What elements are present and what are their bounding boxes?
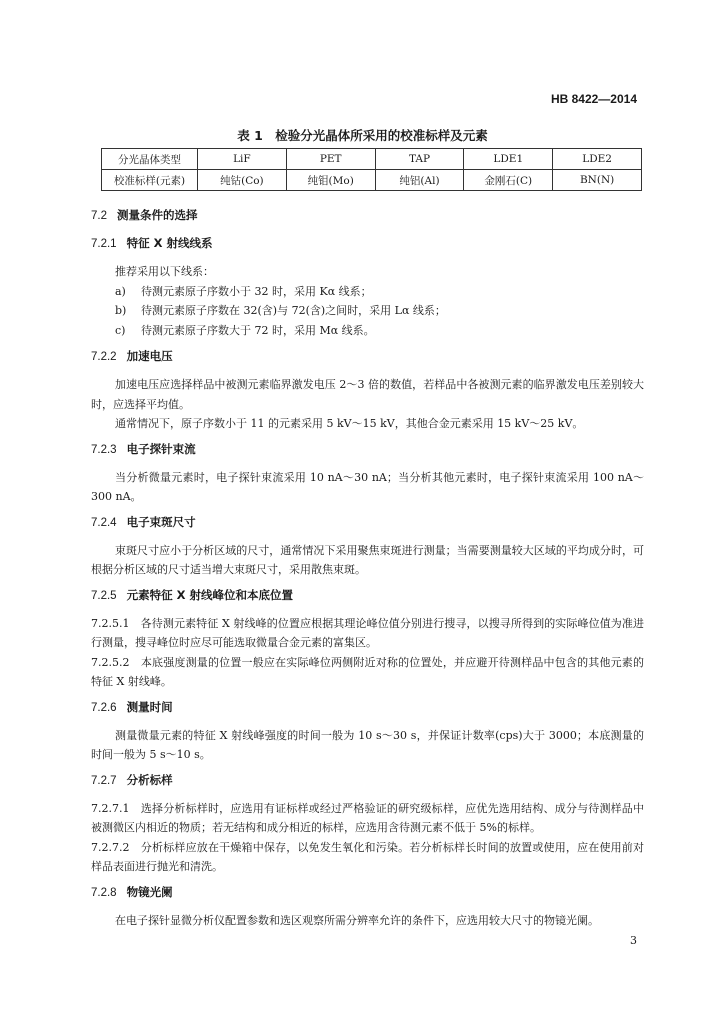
table-cell: 金刚石(C) — [464, 170, 553, 191]
table-row — [102, 170, 642, 191]
calibration-table — [101, 148, 642, 191]
section-title: 元素特征 X 射线峰位和本底位置 — [126, 587, 293, 602]
section-number: 7.2.8 — [91, 886, 117, 899]
table-cell: 纯铝(Al) — [375, 170, 464, 191]
section-heading — [91, 347, 644, 366]
table-cell: BN(N) — [553, 170, 642, 191]
paragraph: 加速电压应选择样品中被测元素临界激发电压 2～3 倍的数值，若样品中各被测元素的临界激发电压差别较大时，应选择平均值。 — [91, 378, 644, 411]
section-number: 7.2.7 — [91, 774, 117, 787]
table-cell: PET — [286, 149, 375, 170]
paragraph: 在电子探针显微分析仪配置参数和选区观察所需分辨率允许的条件下，应选用较大尺寸的物镜光阑。 — [115, 913, 599, 927]
table-title: 表 1 检验分光晶体所采用的校准标样及元素 — [237, 128, 488, 143]
section-heading — [91, 771, 644, 790]
table-cell: 纯钴(Co) — [198, 170, 287, 191]
line-series-list — [91, 262, 644, 340]
page-number: 3 — [630, 934, 637, 947]
table-cell: LiF — [198, 149, 287, 170]
section-number: 7.2.5 — [91, 589, 117, 602]
section-heading — [91, 206, 644, 225]
table-cell: 纯钼(Mo) — [286, 170, 375, 191]
standard-code: HB 8422—2014 — [550, 92, 637, 106]
section-heading — [91, 883, 644, 902]
paragraph: 当分析微量元素时，电子探针束流采用 10 nA～30 nA；当分析其他元素时，电子探针束流采用 100 nA～300 nA。 — [91, 470, 644, 503]
table-cell: 分光晶体类型 — [102, 149, 198, 170]
table-cell: TAP — [375, 149, 464, 170]
table-cell: 校准标样(元素) — [102, 170, 198, 191]
section-title: 测量条件的选择 — [117, 208, 198, 222]
section-title: 测量时间 — [126, 699, 173, 714]
section-number: 7.2.1 — [91, 238, 117, 250]
section-title: 分析标样 — [126, 772, 173, 787]
list-marker: a) — [115, 284, 126, 298]
list-item — [91, 282, 644, 302]
table-cell: LDE2 — [553, 149, 642, 170]
paragraph: 束斑尺寸应小于分析区域的尺寸，通常情况下采用聚焦束斑进行测量；当需要测量较大区域的平均成分时，可根据分析区域的尺寸适当增大束斑尺寸，采用散焦束斑。 — [91, 543, 644, 576]
section-number: 7.2.6 — [91, 701, 117, 714]
list-marker: b) — [115, 304, 127, 317]
paragraph: 7.2.7.1 选择分析标样时，应选用有证标样或经过严格验证的研究级标样，应优先选用结构、成分与待测样品中被测微区内相近的物质；若无结构和成分相近的标样，应选用含待测元素不低于 5%的标样。 — [91, 801, 644, 834]
section-title: 特征 X 射线线系 — [126, 236, 213, 250]
paragraph: 7.2.5.1 各待测元素特征 X 射线峰的位置应根据其理论峰位值分别进行搜寻，以搜寻所得到的实际峰位值为准进行测量，搜寻峰位时应尽可能选取微量合金元素的富集区。 — [91, 616, 644, 649]
list-intro: 推荐采用以下线系： — [115, 265, 214, 278]
section-heading — [91, 234, 644, 253]
section-heading — [91, 698, 644, 717]
section-title: 物镜光阑 — [126, 884, 173, 899]
section-title: 加速电压 — [126, 349, 173, 363]
section-number: 7.2.2 — [91, 351, 117, 363]
section-title: 电子探针束流 — [126, 441, 196, 456]
table-row — [102, 149, 642, 170]
list-item — [91, 321, 644, 341]
section-heading — [91, 586, 644, 605]
document-body — [91, 206, 644, 936]
list-marker: c) — [115, 323, 126, 337]
section-number: 7.2.4 — [91, 516, 117, 529]
table-cell: LDE1 — [464, 149, 553, 170]
list-item — [91, 301, 644, 321]
list-item-text: 待测元素原子序数大于 72 时，采用 Mα 线系。 — [141, 323, 375, 337]
list-item-text: 待测元素原子序数在 32(含)与 72(含)之间时，采用 Lα 线系； — [141, 304, 446, 317]
section-heading — [91, 513, 644, 532]
paragraph: 测量微量元素的特征 X 射线峰强度的时间一般为 10 s～30 s，并保证计数率(cps)大于 3000；本底测量的时间一般为 5 s～10 s。 — [91, 728, 644, 761]
section-title: 电子束斑尺寸 — [126, 514, 196, 529]
paragraph: 通常情况下，原子序数小于 11 的元素采用 5 kV～15 kV，其他合金元素采用 15 kV～25 kV。 — [115, 417, 584, 430]
section-heading — [91, 440, 644, 459]
paragraph: 7.2.7.2 分析标样应放在干燥箱中保存，以免发生氧化和污染。若分析标样长时间的放置或使用，应在使用前对样品表面进行抛光和清洗。 — [91, 840, 644, 873]
section-number: 7.2 — [91, 210, 107, 222]
list-item-text: 待测元素原子序数小于 32 时，采用 Kα 线系； — [141, 284, 372, 298]
paragraph: 7.2.5.2 本底强度测量的位置一般应在实际峰位两侧附近对称的位置处，并应避开待测样品中包含的其他元素的特征 X 射线峰。 — [91, 655, 644, 688]
section-number: 7.2.3 — [91, 443, 117, 456]
